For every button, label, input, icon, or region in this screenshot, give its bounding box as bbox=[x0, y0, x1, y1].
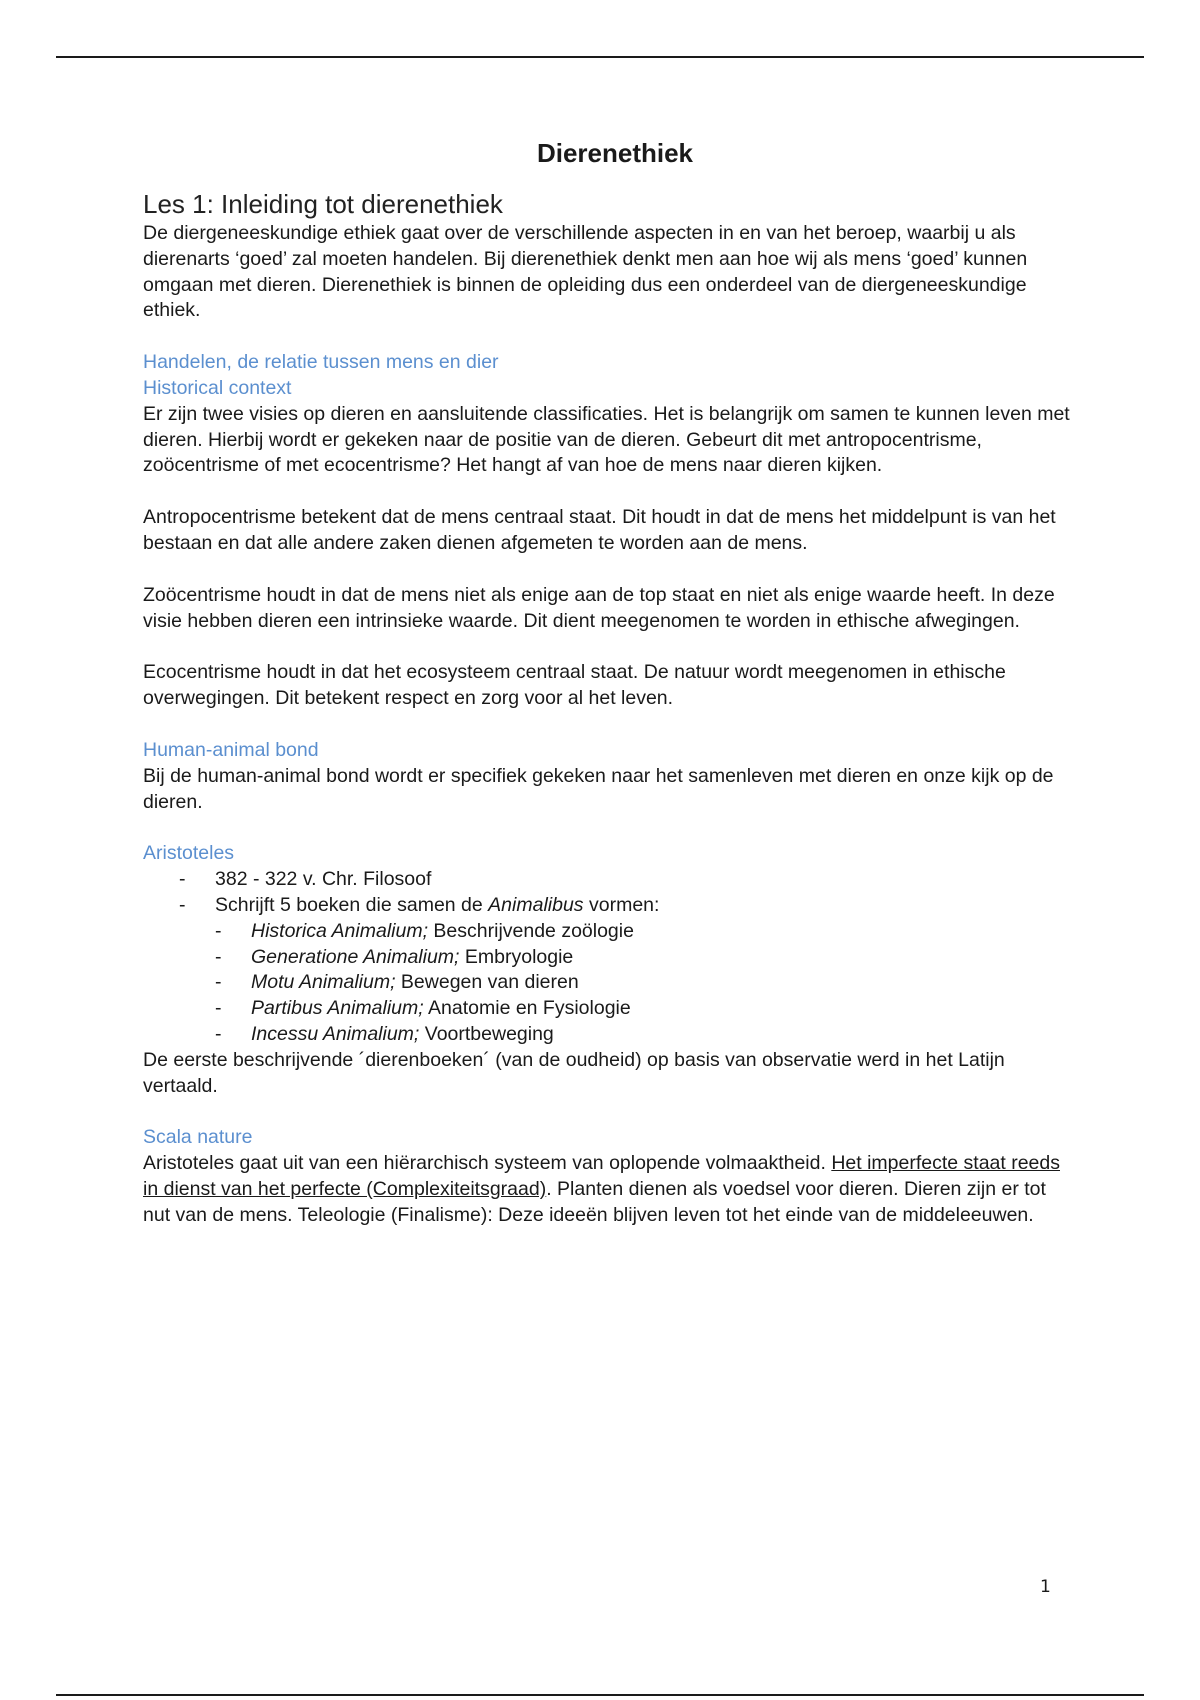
list-item: - 382 - 322 v. Chr. Filosoof bbox=[143, 867, 1073, 893]
historical-paragraph-2: Antropocentrisme betekent dat de mens centraal staat. Dit houdt in dat de mens het middelpunt is van het bestaan en dat alle andere zaken dienen afgemeten te worden aan de mens. bbox=[143, 506, 1056, 554]
scala-paragraph: Aristoteles gaat uit van een hiërarchisch systeem van oplopende volmaaktheid. Het imperfecte staat reeds in dienst van het perfecte (Complexiteitsgraad). Planten dienen als voedsel voor dieren. Dieren zijn er tot nut van de mens. Teleologie (Finalisme): Deze ideeën blijven leven tot het einde van de middeleeuwen. bbox=[143, 1152, 1060, 1226]
header-rule bbox=[56, 56, 1144, 58]
section-heading-bond: Human-animal bond bbox=[143, 738, 319, 761]
section-heading-scala: Scala nature bbox=[143, 1126, 253, 1149]
list-item: - Incessu Animalium; Voortbeweging bbox=[143, 1022, 1073, 1048]
footer-rule bbox=[56, 1694, 1144, 1696]
list-item: - Partibus Animalium; Anatomie en Fysiologie bbox=[143, 996, 1073, 1022]
list-item: - Motu Animalium; Bewegen van dieren bbox=[143, 970, 1073, 996]
bond-paragraph: Bij de human-animal bond wordt er specifiek gekeken naar het samenleven met dieren en onze kijk op de dieren. bbox=[143, 764, 1054, 813]
aristoteles-list bbox=[143, 867, 1073, 919]
underlined-phrase: Het imperfecte staat reeds in dienst van het perfecte (Complexiteitsgraad) bbox=[143, 1152, 1060, 1200]
list-item: - Schrijft 5 boeken die samen de Animalibus vormen: bbox=[143, 893, 1073, 919]
document-body bbox=[143, 138, 1073, 1229]
historical-paragraph-1: Er zijn twee visies op dieren en aansluitende classificaties. Het is belangrijk om samen te kunnen leven met dieren. Hierbij wordt er gekeken naar de positie van de dieren. Gebeurt dit met antropocentrisme, zoöcentrisme of met ecocentrisme? Het hangt af van hoe de mens naar dieren kijken. bbox=[143, 402, 1070, 477]
page-number: 1 bbox=[1040, 1577, 1051, 1597]
document-title: Dierenethiek bbox=[536, 138, 694, 168]
aristoteles-paragraph: De eerste beschrijvende ´dierenboeken´ (van de oudheid) op basis van observatie werd in het Latijn vertaald. bbox=[143, 1048, 1005, 1097]
intro-paragraph: De diergeneeskundige ethiek gaat over de verschillende aspecten in en van het beroep, waarbij u als dierenarts ‘goed’ zal moeten handelen. Bij dierenethiek denkt men aan hoe wij als mens ‘goed’ kunnen omgaan met dieren. Dierenethiek is binnen de opleiding dus een onderdeel van de diergeneeskundige ethiek. bbox=[143, 222, 1028, 322]
section-heading-historical: Historical context bbox=[143, 376, 292, 399]
list-item: - Historica Animalium; Beschrijvende zoölogie bbox=[143, 919, 1073, 945]
books-list bbox=[143, 919, 1073, 1048]
section-heading-handelen: Handelen, de relatie tussen mens en dier bbox=[143, 351, 499, 374]
historical-paragraph-4: Ecocentrisme houdt in dat het ecosysteem centraal staat. De natuur wordt meegenomen in ethische overwegingen. Dit betekent respect en zorg voor al het leven. bbox=[143, 661, 1006, 710]
historical-paragraph-3: Zoöcentrisme houdt in dat de mens niet als enige aan de top staat en niet als enige waarde heeft. In deze visie hebben dieren een intrinsieke waarde. Dit dient meegenomen te worden in ethische afwegingen. bbox=[143, 583, 1055, 632]
section-heading-aristoteles: Aristoteles bbox=[143, 842, 235, 865]
list-item: - Generatione Animalium; Embryologie bbox=[143, 945, 1073, 971]
lesson-heading: Les 1: Inleiding tot dierenethiek bbox=[143, 189, 503, 219]
